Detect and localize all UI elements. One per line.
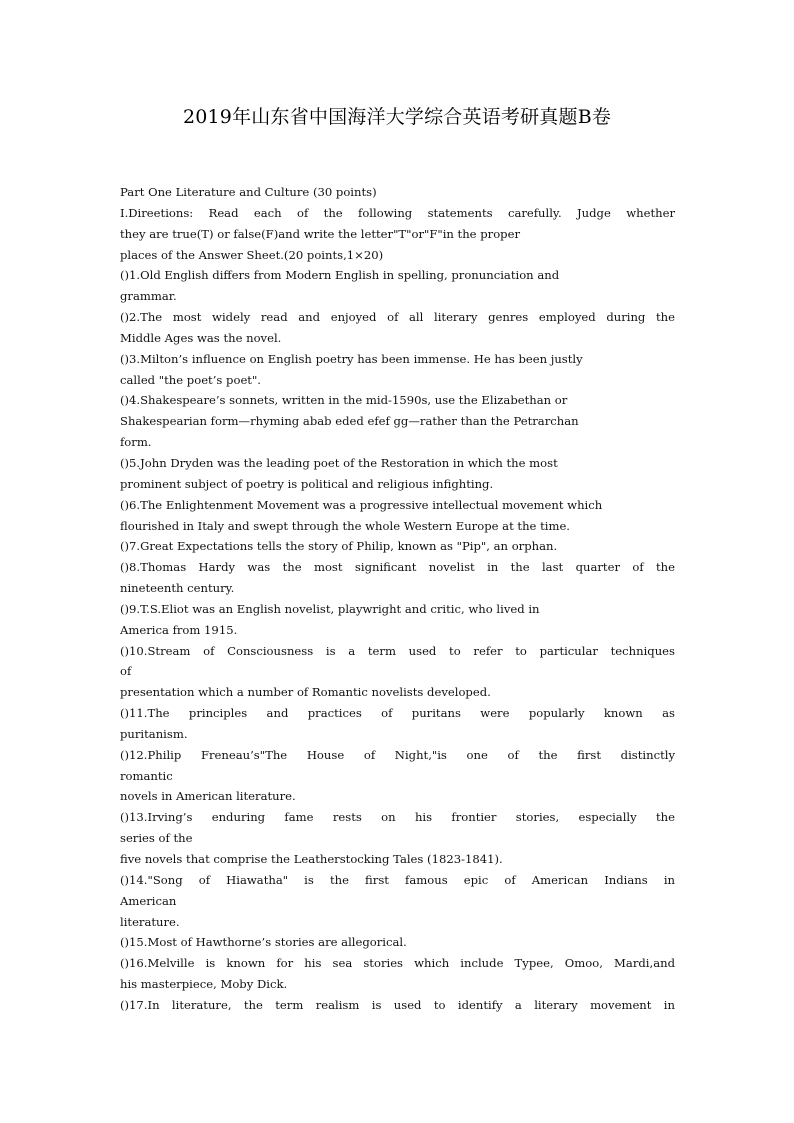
text-line: ()2.The most widely read and enjoyed of all literary genres employed during the — [120, 310, 675, 325]
text-line: ()7.Great Expectations tells the story of Philip, known as "Pip", an orphan. — [120, 539, 558, 554]
text-line: novels in American literature. — [120, 789, 296, 804]
text-line: ()6.The Enlightenment Movement was a progressive intellectual movement which — [120, 497, 603, 512]
text-line: presentation which a number of Romantic novelists developed. — [120, 685, 491, 700]
text-line: Middle Ages was the novel. — [120, 330, 282, 345]
text-line: romantic — [120, 768, 173, 783]
text-line: ()16.Melville is known for his sea stories which include Typee, Omoo, Mardi,and — [120, 956, 675, 971]
text-line: of — [120, 664, 132, 679]
text-line: places of the Answer Sheet.(20 points,1×20) — [120, 247, 384, 262]
text-line: ()1.Old English differs from Modern English in spelling, pronunciation and — [120, 268, 560, 283]
text-line: ()10.Stream of Consciousness is a term used to refer to particular techniques — [120, 643, 675, 658]
text-line: flourished in Italy and swept through the whole Western Europe at the time. — [120, 518, 570, 533]
text-line: ()11.The principles and practices of puritans were popularly known as — [120, 706, 675, 721]
text-line: ()4.Shakespeare’s sonnets, written in the mid-1590s, use the Elizabethan or — [120, 393, 568, 408]
text-line: ()17.In literature, the term realism is used to identify a literary movement in — [120, 997, 675, 1012]
text-line: America from 1915. — [120, 622, 238, 637]
text-line: ()14."Song of Hiawatha" is the first famous epic of American Indians in — [120, 872, 675, 887]
text-line: ()13.Irving’s enduring fame rests on his frontier stories, especially the — [120, 810, 675, 825]
text-line: they are true(T) or false(F)and write the letter"T"or"F"in the proper — [120, 226, 520, 241]
text-line: ()3.Milton’s influence on English poetry has been immense. He has been justly — [120, 351, 583, 366]
text-line: nineteenth century. — [120, 581, 235, 596]
text-line: ()5.John Dryden was the leading poet of the Restoration in which the most — [120, 455, 558, 470]
text-line: I.Direetions: Read each of the following statements carefully. Judge whether — [120, 205, 675, 220]
text-line: American — [120, 893, 177, 908]
text-line: five novels that comprise the Leatherstocking Tales (1823-1841). — [120, 852, 503, 866]
text-line: ()9.T.S.Eliot was an English novelist, playwright and critic, who lived in — [120, 601, 540, 616]
text-line: puritanism. — [120, 726, 188, 741]
text-line: literature. — [120, 914, 180, 929]
text-line: ()15.Most of Hawthorne’s stories are allegorical. — [120, 935, 407, 950]
text-line: Shakespearian form—rhyming abab eded efef gg—rather than the Petrarchan — [120, 414, 579, 429]
text-line: ()12.Philip Freneau’s"The House of Night,"is one of the first distinctly — [120, 747, 675, 762]
text-line: ()8.Thomas Hardy was the most significant novelist in the last quarter of the — [120, 560, 675, 575]
text-line: prominent subject of poetry is political and religious infighting. — [120, 476, 494, 491]
text-line: called "the poet’s poet". — [120, 372, 261, 387]
text-line: his masterpiece, Moby Dick. — [120, 977, 288, 992]
document-body — [120, 182, 675, 1016]
text-line: Part One Literature and Culture (30 points) — [120, 185, 377, 199]
text-line: form. — [120, 435, 152, 450]
text-line: series of the — [120, 831, 193, 846]
document-title: 2019年山东省中国海洋大学综合英语考研真题B卷 — [182, 106, 612, 128]
text-line: grammar. — [120, 289, 177, 304]
